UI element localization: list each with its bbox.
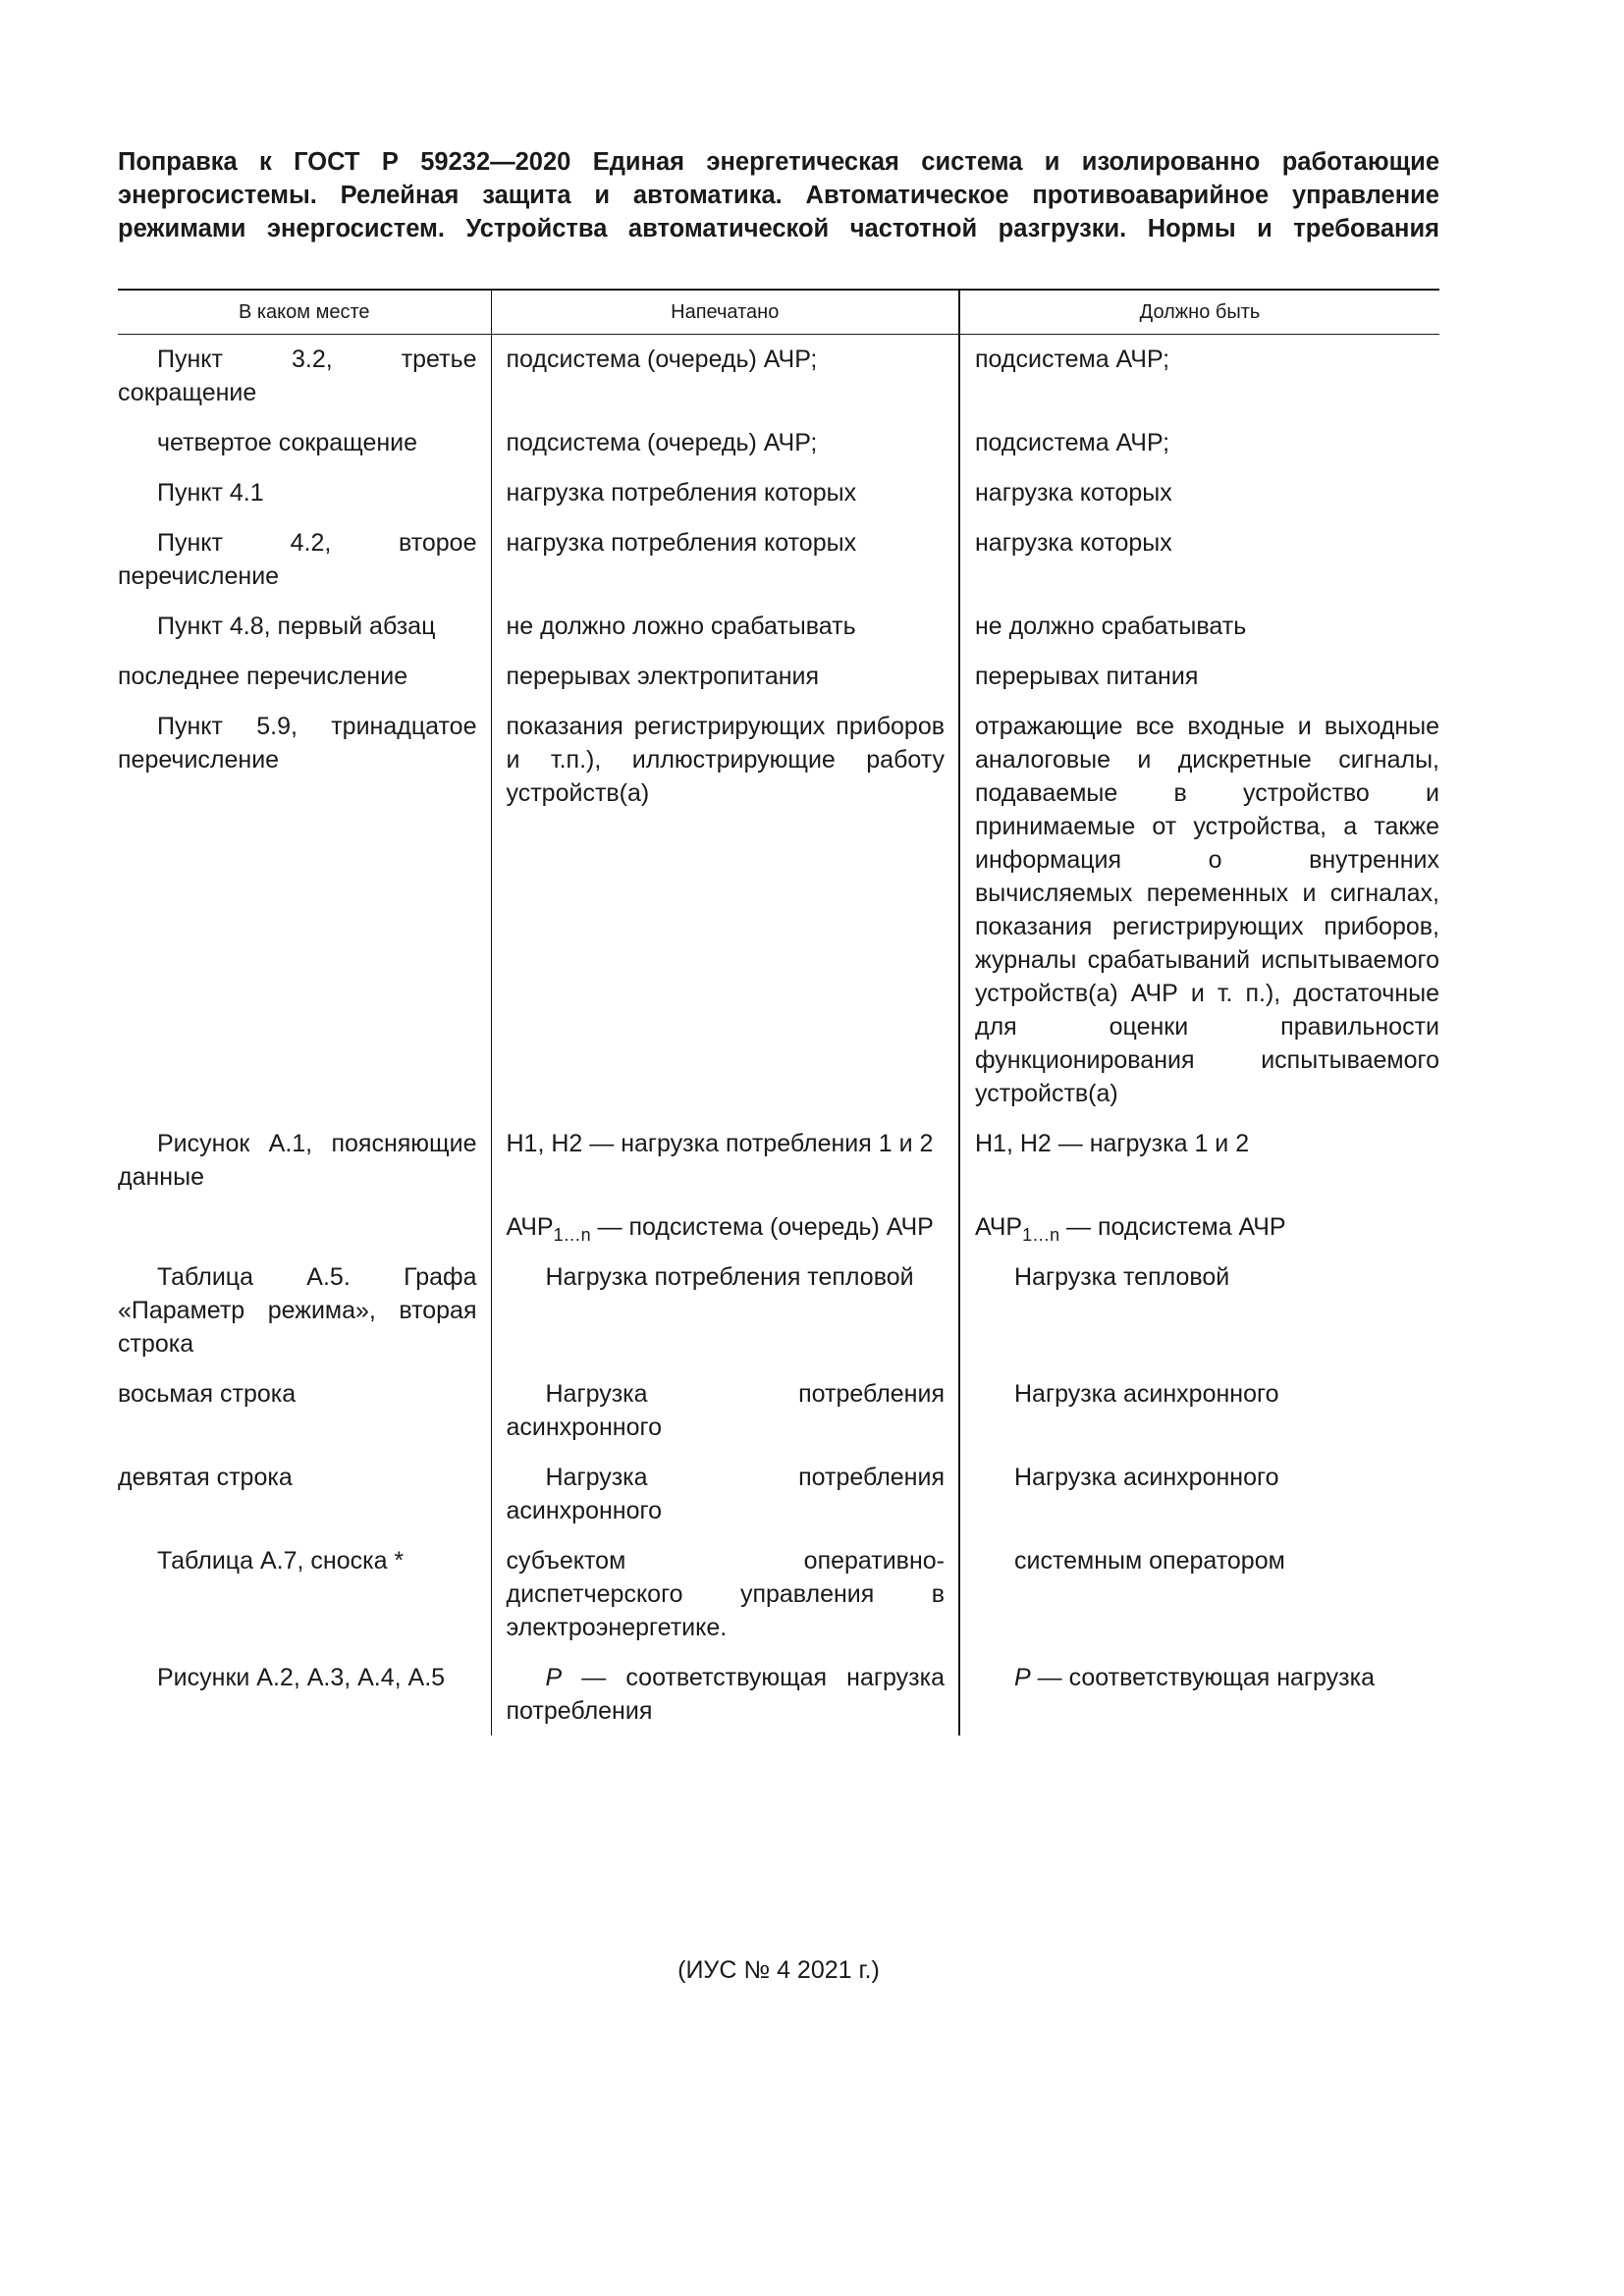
cell-place: Таблица А.5. Графа «Параметр режима», вторая строка (118, 1263, 477, 1358)
cell-place: Пункт 5.9, тринадцатое перечисление (118, 713, 477, 774)
cell-printed (491, 1661, 959, 1735)
cell-printed: перерывах электропитания (491, 660, 959, 710)
cell-printed: нагрузка потребления которых (491, 526, 959, 610)
cell-should: подсистема АЧР; (959, 426, 1439, 476)
should-subscript: 1…n (1022, 1225, 1060, 1245)
table-row (118, 335, 1439, 427)
cell-printed: подсистема (очередь) АЧР; (491, 335, 959, 427)
cell-should: Нагрузка асинхронного (959, 1377, 1439, 1461)
table-row (118, 1260, 1439, 1377)
cell-place: восьмая строка (118, 1380, 297, 1408)
cell-printed: Нагрузка потребления асинхронного (491, 1377, 959, 1461)
cell-printed (491, 1210, 959, 1260)
table-row (118, 476, 1439, 526)
cell-place: последнее перечисление (118, 663, 408, 690)
cell-should: перерывах питания (959, 660, 1439, 710)
cell-printed: не должно ложно срабатывать (491, 610, 959, 660)
printed-suffix: — подсистема (очередь) АЧР (590, 1213, 934, 1241)
header-place: В каком месте (118, 291, 491, 335)
cell-should: подсистема АЧР; (959, 335, 1439, 427)
cell-should: системным оператором (959, 1544, 1439, 1661)
table-row (118, 610, 1439, 660)
should-suffix: — подсистема АЧР (1059, 1213, 1286, 1241)
table-header-row (118, 291, 1439, 335)
cell-place: Рисунок А.1, поясняющие данные (118, 1130, 477, 1191)
table-row (118, 710, 1439, 1127)
cell-should: Н1, Н2 — нагрузка 1 и 2 (959, 1127, 1439, 1210)
header-should: Должно быть (959, 291, 1439, 335)
cell-printed: субъектом оперативно-диспетчерского управления в электроэнергетике. (491, 1544, 959, 1661)
table-row (118, 1127, 1439, 1210)
cell-place: четвертое сокращение (157, 429, 418, 456)
printed-text: — соответствующая нагрузка потребления (506, 1664, 945, 1725)
document-title: Поправка к ГОСТ Р 59232—2020 Единая энергетическая система и изолированно работающие энергосистемы. Релейная защита и автоматика. Автоматическое противоаварийное управление режимами энергосистем. Устройства автоматической частотной разгрузки. Нормы и требования (118, 148, 1439, 242)
cell-should: нагрузка которых (959, 476, 1439, 526)
header-printed: Напечатано (491, 291, 959, 335)
table-row (118, 1377, 1439, 1461)
cell-printed: Н1, Н2 — нагрузка потребления 1 и 2 (491, 1127, 959, 1210)
cell-should (959, 1661, 1439, 1735)
printed-prefix: АЧР (506, 1213, 554, 1241)
cell-place: Рисунки А.2, А.3, А.4, А.5 (157, 1664, 446, 1691)
table-row (118, 1461, 1439, 1544)
footer-issue: (ИУС № 4 2021 г.) (677, 1956, 880, 1984)
should-text: — соответствующая нагрузка (1030, 1664, 1376, 1691)
cell-place (118, 1210, 491, 1260)
table-row (118, 426, 1439, 476)
table-row (118, 1210, 1439, 1260)
cell-should: Нагрузка тепловой (959, 1260, 1439, 1377)
cell-should: отражающие все входные и выходные аналоговые и дискретные сигналы, подаваемые в устройство и принимаемые от устройства, а также информация о внутренних вычисляемых переменных и сигналах, показания регистрирующих приборов, журналы срабатываний испытываемого устройств(а) АЧР и т. п.), достаточные для оценки правильности функционирования испытываемого устройств(а) (959, 710, 1439, 1127)
should-prefix: АЧР (975, 1213, 1023, 1241)
cell-printed: Нагрузка потребления асинхронного (491, 1461, 959, 1544)
cell-printed: подсистема (очередь) АЧР; (491, 426, 959, 476)
cell-printed: показания регистрирующих приборов и т.п.), иллюстрирующие работу устройств(а) (491, 710, 959, 1127)
printed-subscript: 1…n (553, 1225, 591, 1245)
cell-place: Пункт 4.2, второе перечисление (118, 529, 477, 590)
cell-place: Пункт 4.1 (157, 479, 264, 507)
cell-should: Нагрузка асинхронного (959, 1461, 1439, 1544)
cell-place: Таблица А.7, сноска * (157, 1547, 405, 1575)
cell-place: Пункт 4.8, первый абзац (157, 613, 436, 640)
table-row (118, 1544, 1439, 1661)
document-page (118, 145, 1439, 1984)
cell-should: не должно срабатывать (959, 610, 1439, 660)
cell-place: девятая строка (118, 1464, 293, 1491)
cell-printed: Нагрузка потребления тепловой (491, 1260, 959, 1377)
cell-should (959, 1210, 1439, 1260)
cell-should: нагрузка которых (959, 526, 1439, 610)
cell-place: Пункт 3.2, третье сокращение (118, 346, 477, 406)
table-row (118, 526, 1439, 610)
corrections-table (118, 291, 1439, 1735)
printed-variable: P (545, 1664, 563, 1691)
table-row (118, 660, 1439, 710)
should-variable: P (1014, 1664, 1031, 1691)
cell-printed: нагрузка потребления которых (491, 476, 959, 526)
table-row (118, 1661, 1439, 1735)
